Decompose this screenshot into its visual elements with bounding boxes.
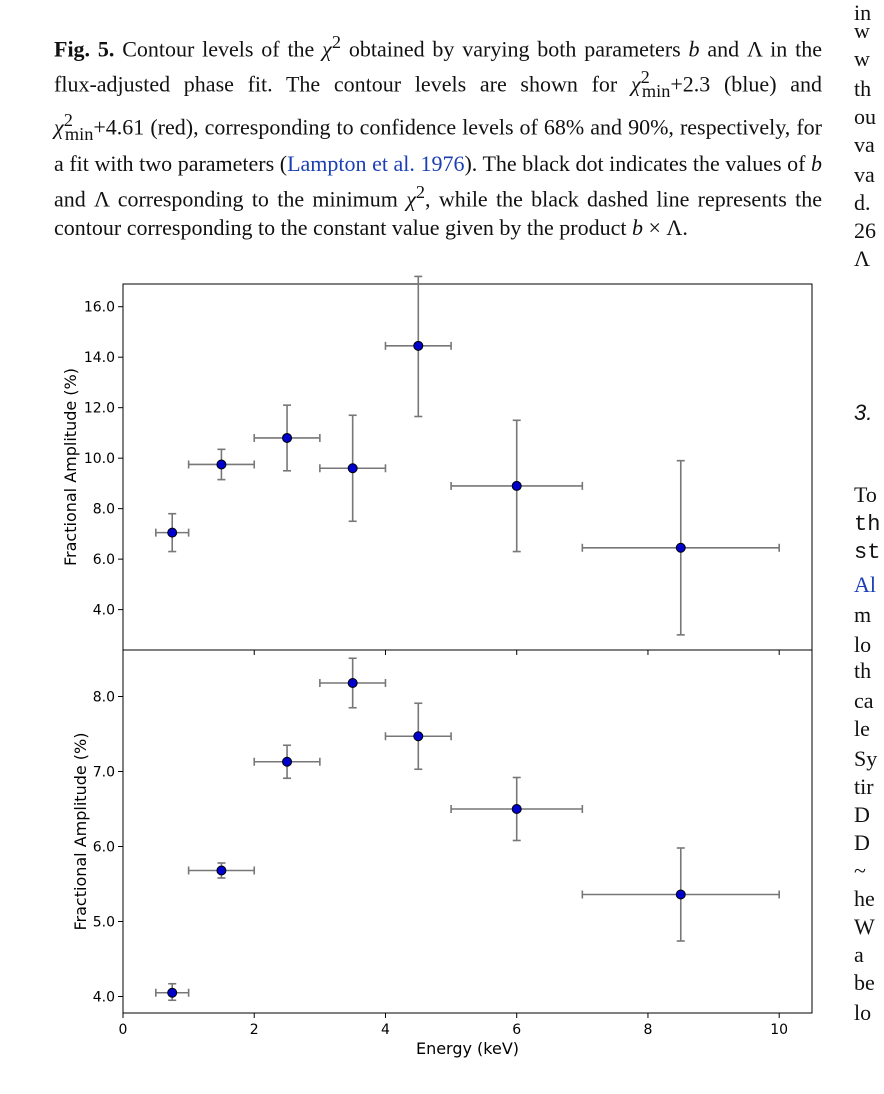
citation-link[interactable]: Lampton et al. 1976	[287, 150, 465, 176]
caption-text: , while the black dashed line represents the contour corresponding to the constant value given by the product	[54, 186, 822, 241]
y-tick-label: 4.0	[92, 602, 115, 619]
y-tick-label: 8.0	[92, 689, 115, 706]
caption-label: Fig. 5.	[54, 36, 115, 62]
data-point	[348, 679, 357, 688]
data-point	[217, 460, 226, 469]
x-tick-label: 6	[512, 1022, 522, 1038]
caption-text: obtained by varying both parameters	[341, 36, 689, 62]
chi-symbol: χ	[406, 186, 416, 212]
y-tick-label: 8.0	[92, 501, 115, 518]
data-point	[348, 464, 357, 473]
side-column-fragment: tir	[854, 774, 874, 799]
data-point	[168, 528, 177, 537]
x-tick-label: 0	[118, 1022, 128, 1038]
x-axis-label: Energy (keV)	[415, 1039, 520, 1058]
caption-text: Contour levels of the	[114, 36, 323, 62]
data-point	[676, 543, 685, 552]
side-column-fragment: 26	[854, 218, 876, 243]
side-column-fragment: lo	[854, 1000, 872, 1025]
side-column-fragment: ~	[854, 858, 866, 883]
y-axis-label: Fractional Amplitude (%)	[61, 368, 80, 566]
superscript: 2	[640, 67, 650, 88]
side-column-fragment: W	[854, 914, 875, 939]
side-column-fragment: be	[854, 970, 875, 995]
b-symbol: b	[688, 36, 700, 62]
subscript-min: min	[641, 81, 671, 102]
side-column-fragment: ou	[854, 104, 876, 129]
x-tick-label: 8	[643, 1022, 653, 1038]
panel-frame	[123, 650, 812, 1013]
caption-text: +4.61 (red), corresponding to confidence levels of 68% and 90%, respectively, for a fit with two parameters (	[54, 114, 822, 176]
side-column-fragment: w	[854, 46, 870, 71]
y-tick-label: 6.0	[92, 552, 115, 569]
caption-text: +2.3 (blue) and	[670, 71, 822, 97]
data-point	[414, 732, 423, 741]
side-column-fragment: ca	[854, 688, 874, 713]
side-column-fragment: Al	[854, 572, 876, 597]
side-column-fragment: st	[854, 540, 881, 565]
data-point	[168, 988, 177, 997]
y-tick-label: 12.0	[83, 400, 115, 417]
y-tick-label: 5.0	[92, 914, 115, 931]
side-column-fragment: 3.	[854, 400, 873, 425]
side-column-fragment: le	[854, 716, 870, 741]
data-point	[283, 757, 292, 766]
data-point	[217, 866, 226, 875]
chi-symbol: χ	[322, 36, 332, 62]
side-column-fragment: Λ	[854, 246, 870, 271]
subscript-min: min	[64, 123, 94, 144]
y-tick-label: 4.0	[92, 989, 115, 1006]
caption-text: × Λ.	[642, 215, 688, 241]
side-column-fragment: d.	[854, 190, 871, 215]
side-column-fragment: To	[854, 482, 877, 507]
superscript: 2	[63, 110, 73, 131]
y-axis-label: Fractional Amplitude (%)	[71, 732, 90, 931]
side-column-fragment: a	[854, 942, 864, 967]
panel-frame	[123, 284, 812, 650]
side-column-fragment: D	[854, 830, 870, 855]
x-tick-label: 10	[770, 1022, 789, 1038]
side-column-fragment: he	[854, 886, 875, 911]
caption-text: ). The black dot indicates the values of	[464, 150, 811, 176]
side-column-fragment: th	[854, 512, 881, 537]
side-column-fragment: lo	[854, 632, 872, 657]
superscript: 2	[331, 32, 342, 52]
data-point	[676, 890, 685, 899]
data-point	[512, 805, 521, 814]
side-column-fragment: Sy	[854, 746, 878, 771]
y-tick-label: 6.0	[92, 839, 115, 856]
y-tick-label: 10.0	[83, 451, 115, 468]
y-tick-label: 7.0	[92, 764, 115, 781]
side-column-fragment: th	[854, 658, 872, 683]
data-point	[414, 341, 423, 350]
side-column-fragment: th	[854, 76, 872, 101]
side-column-fragment: m	[854, 602, 872, 627]
x-tick-label: 4	[381, 1022, 390, 1038]
data-point	[283, 433, 292, 442]
chi-symbol: χ	[630, 71, 641, 97]
b-symbol: b	[811, 150, 822, 176]
chi-symbol: χ	[54, 114, 64, 140]
side-column-fragment: va	[854, 132, 875, 157]
y-tick-label: 14.0	[83, 350, 115, 367]
caption-text: and Λ in the flux-adjusted phase fit. The contour levels are shown for	[54, 36, 822, 97]
side-column-fragment: in	[854, 0, 872, 25]
b-symbol: b	[631, 215, 643, 241]
superscript: 2	[415, 181, 426, 202]
caption-text: and Λ corresponding to the minimum	[54, 186, 407, 212]
side-column-fragment: w	[854, 18, 870, 43]
y-tick-label: 16.0	[83, 299, 115, 316]
side-column-fragment: D	[854, 802, 870, 827]
x-tick-label: 2	[249, 1022, 259, 1038]
side-column-fragment: va	[854, 162, 875, 187]
data-point	[512, 481, 521, 490]
